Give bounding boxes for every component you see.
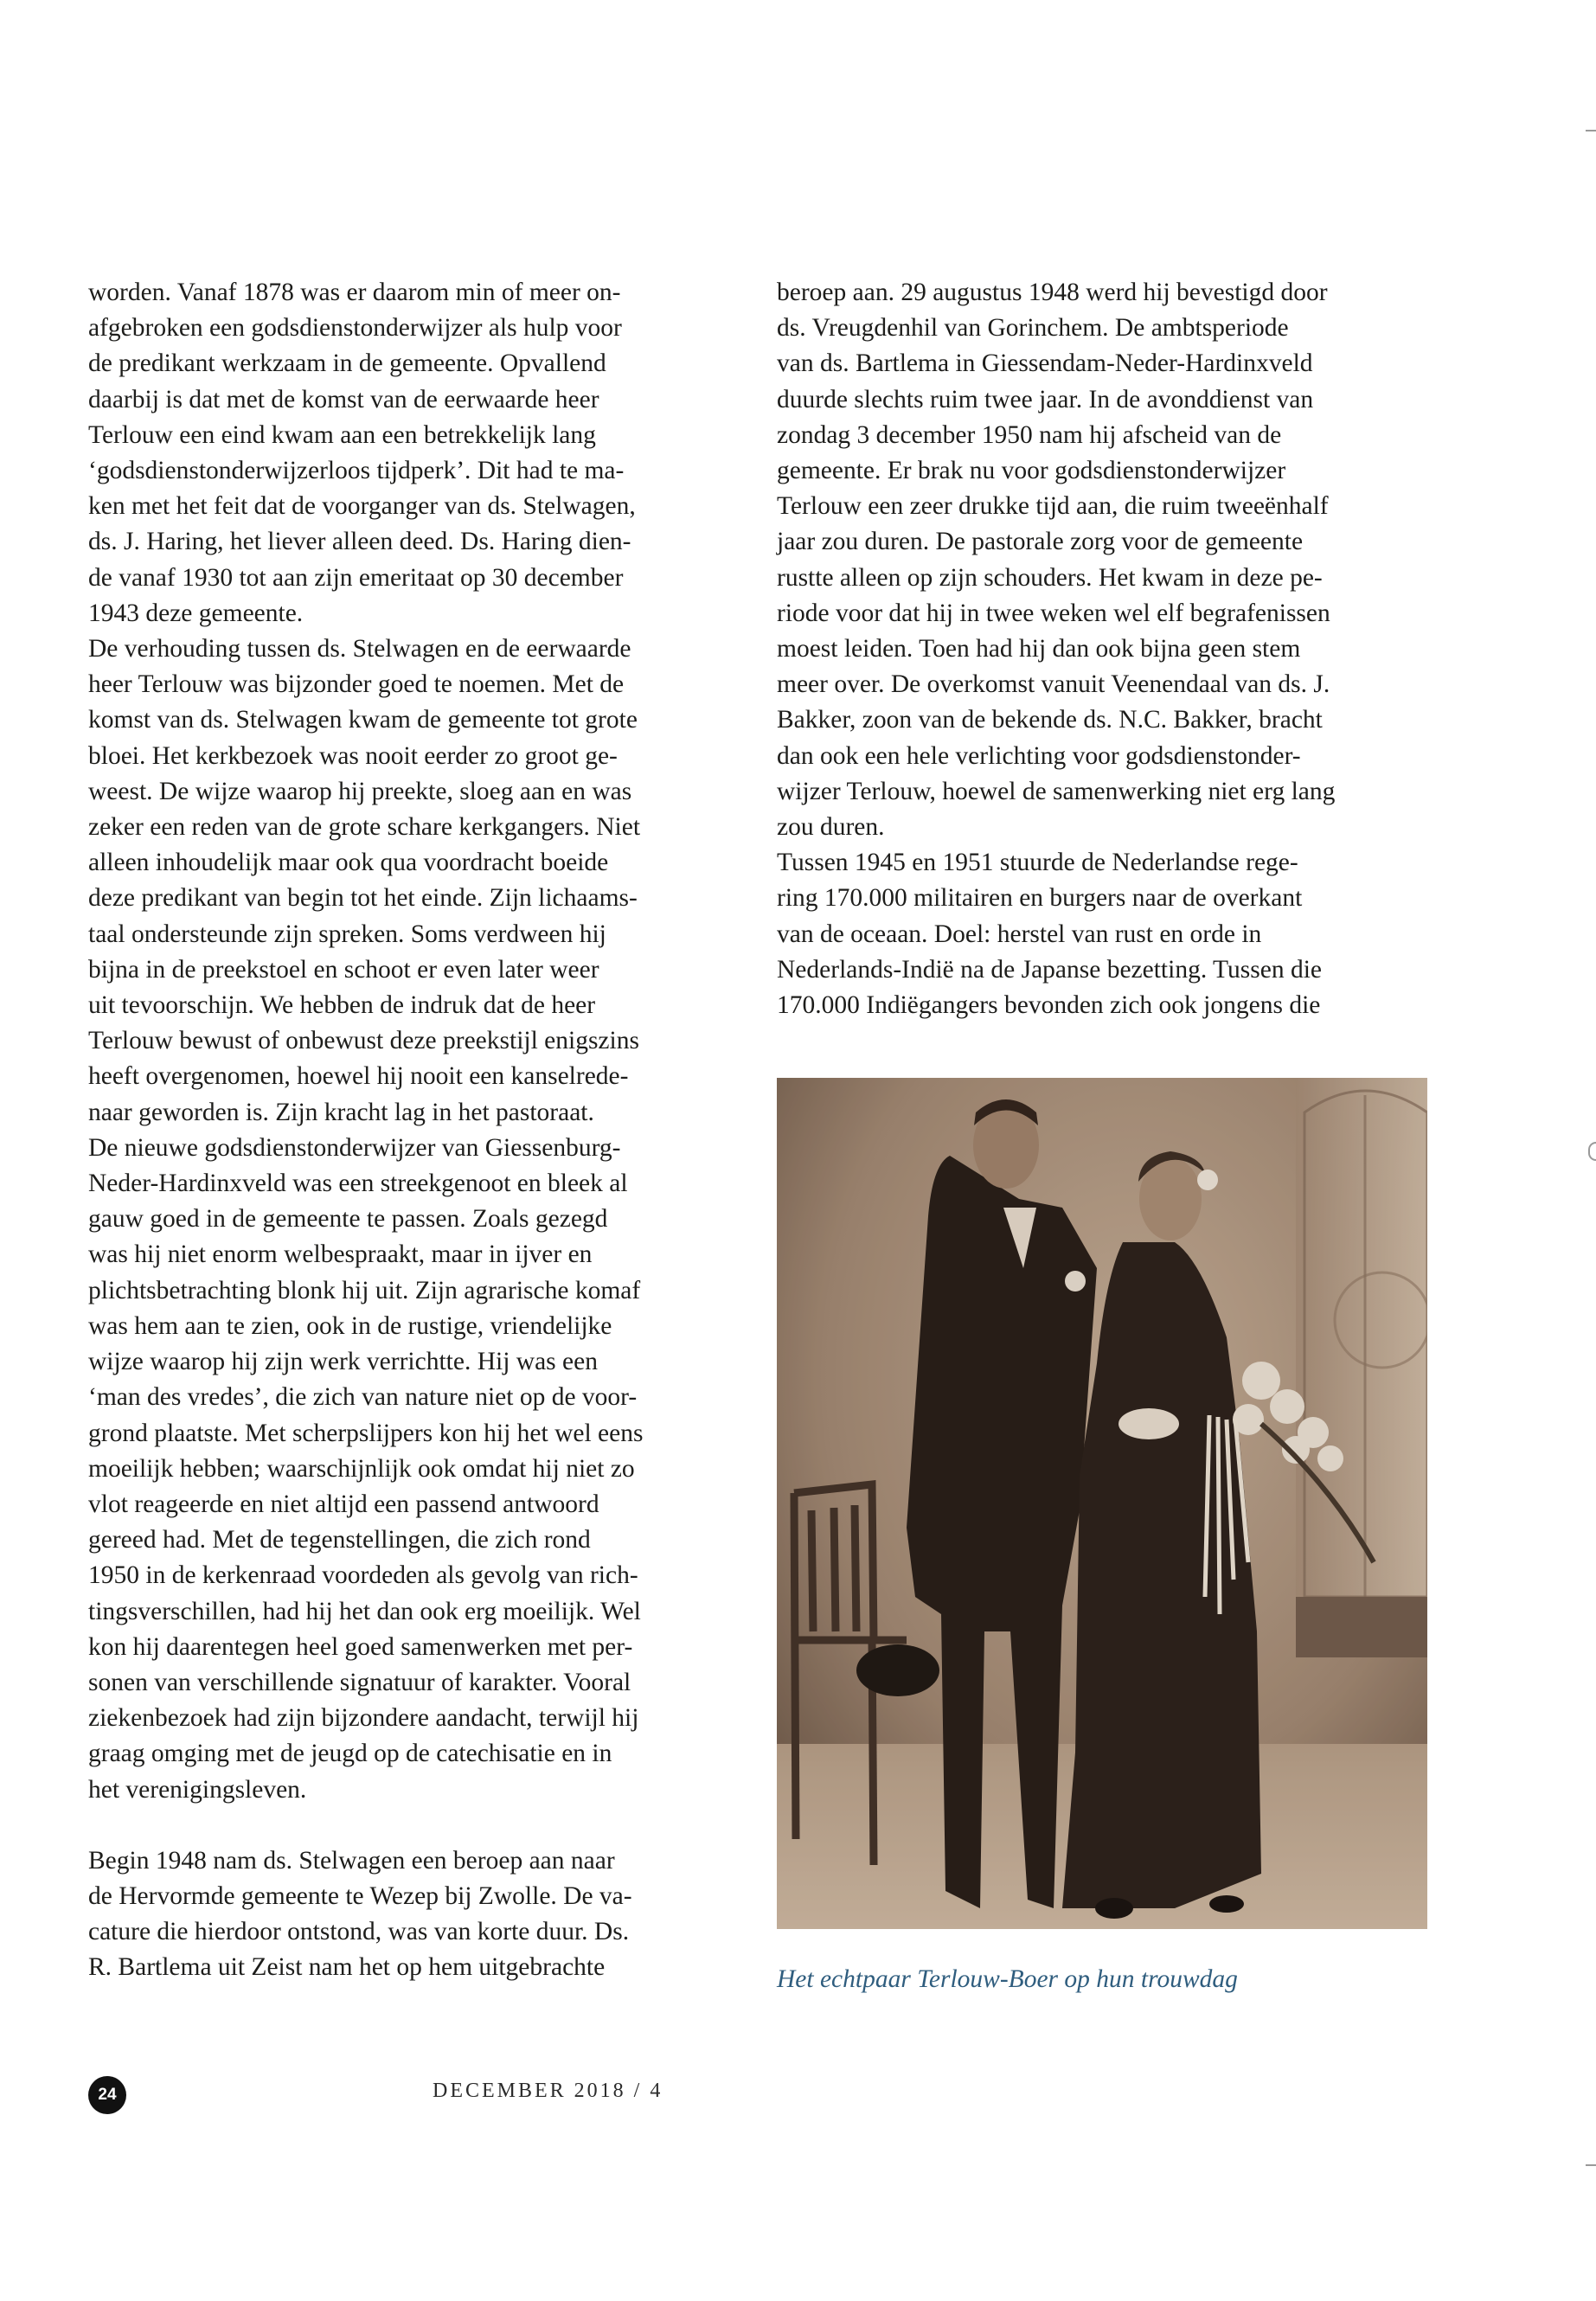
paragraph-gap [88, 1808, 746, 1843]
text-line: gemeente. Er brak nu voor godsdienstonderwijzer [777, 457, 1286, 485]
text-line: plichtsbetrachting blonk hij uit. Zijn agrarische komaf [88, 1276, 641, 1304]
text-line: ‘man des vredes’, die zich van nature niet op de voor- [88, 1383, 638, 1412]
text-line: bijna in de preekstoel en schoot er even later weer [88, 955, 599, 984]
wedding-photo [777, 1078, 1427, 1929]
text-line: cature die hierdoor ontstond, was van korte duur. Ds. [88, 1918, 630, 1946]
text-line: 1943 deze gemeente. [88, 599, 304, 627]
registration-mark-right [1588, 1142, 1596, 1161]
text-line: de Hervormde gemeente te Wezep bij Zwolle. De va- [88, 1881, 632, 1910]
footer-issue-label: DECEMBER 2018 / 4 [433, 2080, 663, 2102]
text-line: moest leiden. Toen had hij dan ook bijna geen stem [777, 635, 1301, 663]
text-column-left [88, 275, 746, 1986]
text-line: de vanaf 1930 tot aan zijn emeritaat op 30 december [88, 563, 624, 592]
text-line: deze predikant van begin tot het einde. Zijn lichaams- [88, 884, 638, 913]
text-column-right [777, 275, 1434, 1023]
crop-mark-bottom-right [1586, 2164, 1596, 2166]
text-line: graag omging met de jeugd op de catechisatie en in [88, 1740, 612, 1768]
text-line: R. Bartlema uit Zeist nam het op hem uitgebrachte [88, 1953, 606, 1982]
text-line: ziekenbezoek had zijn bijzondere aandacht, terwijl hij [88, 1704, 639, 1733]
text-line: wijzer Terlouw, hoewel de samenwerking niet erg lang [777, 777, 1336, 805]
text-line: riode voor dat hij in twee weken wel elf begrafenissen [777, 599, 1330, 627]
text-line: duurde slechts ruim twee jaar. In de avonddienst van [777, 385, 1314, 413]
text-line: 170.000 Indiëgangers bevonden zich ook jongens die [777, 991, 1321, 1020]
text-line: gereed had. Met de tegenstellingen, die zich rond [88, 1526, 591, 1554]
text-line: van ds. Bartlema in Giessendam-Neder-Hardinxveld [777, 349, 1313, 378]
text-line: Terlouw bewust of onbewust deze preekstijl enigszins [88, 1027, 639, 1055]
text-line: zeker een reden van de grote schare kerkgangers. Niet [88, 813, 641, 842]
text-line: dan ook een hele verlichting voor godsdienstonder- [777, 741, 1301, 770]
text-line: beroep aan. 29 augustus 1948 werd hij bevestigd door [777, 279, 1328, 306]
text-line: grond plaatste. Met scherpslijpers kon hij het wel eens [88, 1419, 644, 1447]
text-line: Neder-Hardinxveld was een streekgenoot en bleek al [88, 1170, 628, 1198]
text-line: taal ondersteunde zijn spreken. Soms verdween hij [88, 920, 606, 948]
text-line: weest. De wijze waarop hij preekte, sloeg aan en was [88, 777, 632, 805]
text-line: ‘godsdienstonderwijzerloos tijdperk’. Dit had te ma- [88, 457, 625, 485]
text-line: Nederlands-Indië na de Japanse bezetting. Tussen die [777, 955, 1322, 984]
text-line: zou duren. [777, 813, 885, 842]
text-line: Begin 1948 nam ds. Stelwagen een beroep aan naar [88, 1846, 615, 1875]
crop-mark-top-right [1586, 130, 1596, 131]
text-line: jaar zou duren. De pastorale zorg voor de gemeente [777, 528, 1304, 556]
text-line: alleen inhoudelijk maar ook qua voordracht boeide [88, 849, 609, 877]
sepia-tone-overlay [777, 1078, 1427, 1929]
text-line: meer over. De overkomst vanuit Veenendaal van ds. J. [777, 670, 1330, 699]
text-line: was hij niet enorm welbespraakt, maar in ijver en [88, 1240, 593, 1269]
text-line: zondag 3 december 1950 nam hij afscheid van de [777, 420, 1282, 449]
text-line: Tussen 1945 en 1951 stuurde de Nederlandse rege- [777, 849, 1298, 877]
text-line: Bakker, zoon van de bekende ds. N.C. Bakker, bracht [777, 706, 1323, 734]
text-line: daarbij is dat met de komst van de eerwaarde heer [88, 385, 599, 413]
text-line: afgebroken een godsdienstonderwijzer als hulp voor [88, 314, 622, 343]
text-line: vlot reageerde en niet altijd een passend antwoord [88, 1490, 599, 1518]
text-line: het verenigingsleven. [88, 1775, 307, 1804]
text-line: 1950 in de kerkenraad voordeden als gevolg van rich- [88, 1561, 638, 1590]
text-line: De nieuwe godsdienstonderwijzer van Giessenburg- [88, 1133, 621, 1162]
text-line: De verhouding tussen ds. Stelwagen en de eerwaarde [88, 635, 631, 663]
photo-caption: Het echtpaar Terlouw-Boer op hun trouwdag [777, 1965, 1238, 1993]
text-line: moeilijk hebben; waarschijnlijk ook omdat hij niet zo [88, 1454, 635, 1483]
paragraph-block-2 [88, 1843, 746, 1986]
page-number-badge: 24 [88, 2076, 126, 2114]
text-line: sonen van verschillende signatuur of karakter. Vooral [88, 1668, 631, 1696]
text-line: wijze waarop hij zijn werk verrichtte. Hij was een [88, 1348, 598, 1376]
text-line: ds. Vreugdenhil van Gorinchem. De ambtsperiode [777, 314, 1289, 343]
text-line: Terlouw een eind kwam aan een betrekkelijk lang [88, 420, 596, 449]
text-line: uit tevoorschijn. We hebben de indruk dat de heer [88, 991, 596, 1020]
text-line: heeft overgenomen, hoewel hij nooit een kanselrede- [88, 1062, 629, 1091]
text-line: kon hij daarentegen heel goed samenwerken met per- [88, 1632, 633, 1661]
text-line: ken met het feit dat de voorganger van ds. Stelwagen, [88, 492, 636, 521]
text-line: bloei. Het kerkbezoek was nooit eerder zo groot ge- [88, 741, 618, 770]
text-line: tingsverschillen, had hij het dan ook erg moeilijk. Wel [88, 1597, 641, 1625]
text-line: gauw goed in de gemeente te passen. Zoals gezegd [88, 1205, 608, 1234]
text-line: ring 170.000 militairen en burgers naar de overkant [777, 884, 1303, 913]
text-line: worden. Vanaf 1878 was er daarom min of meer on- [88, 279, 621, 306]
text-line: Terlouw een zeer drukke tijd aan, die ruim tweeënhalf [777, 492, 1329, 521]
text-line: de predikant werkzaam in de gemeente. Opvallend [88, 349, 606, 378]
paragraph-block-1 [88, 275, 746, 1808]
text-line: naar geworden is. Zijn kracht lag in het pastoraat. [88, 1098, 594, 1126]
text-line: ds. J. Haring, het liever alleen deed. Ds. Haring dien- [88, 528, 631, 556]
text-line: van de oceaan. Doel: herstel van rust en orde in [777, 920, 1262, 948]
text-line: heer Terlouw was bijzonder goed te noemen. Met de [88, 670, 625, 699]
text-line: rustte alleen op zijn schouders. Het kwam in deze pe- [777, 563, 1323, 592]
text-line: komst van ds. Stelwagen kwam de gemeente tot grote [88, 706, 638, 734]
text-line: was hem aan te zien, ook in de rustige, vriendelijke [88, 1311, 612, 1340]
